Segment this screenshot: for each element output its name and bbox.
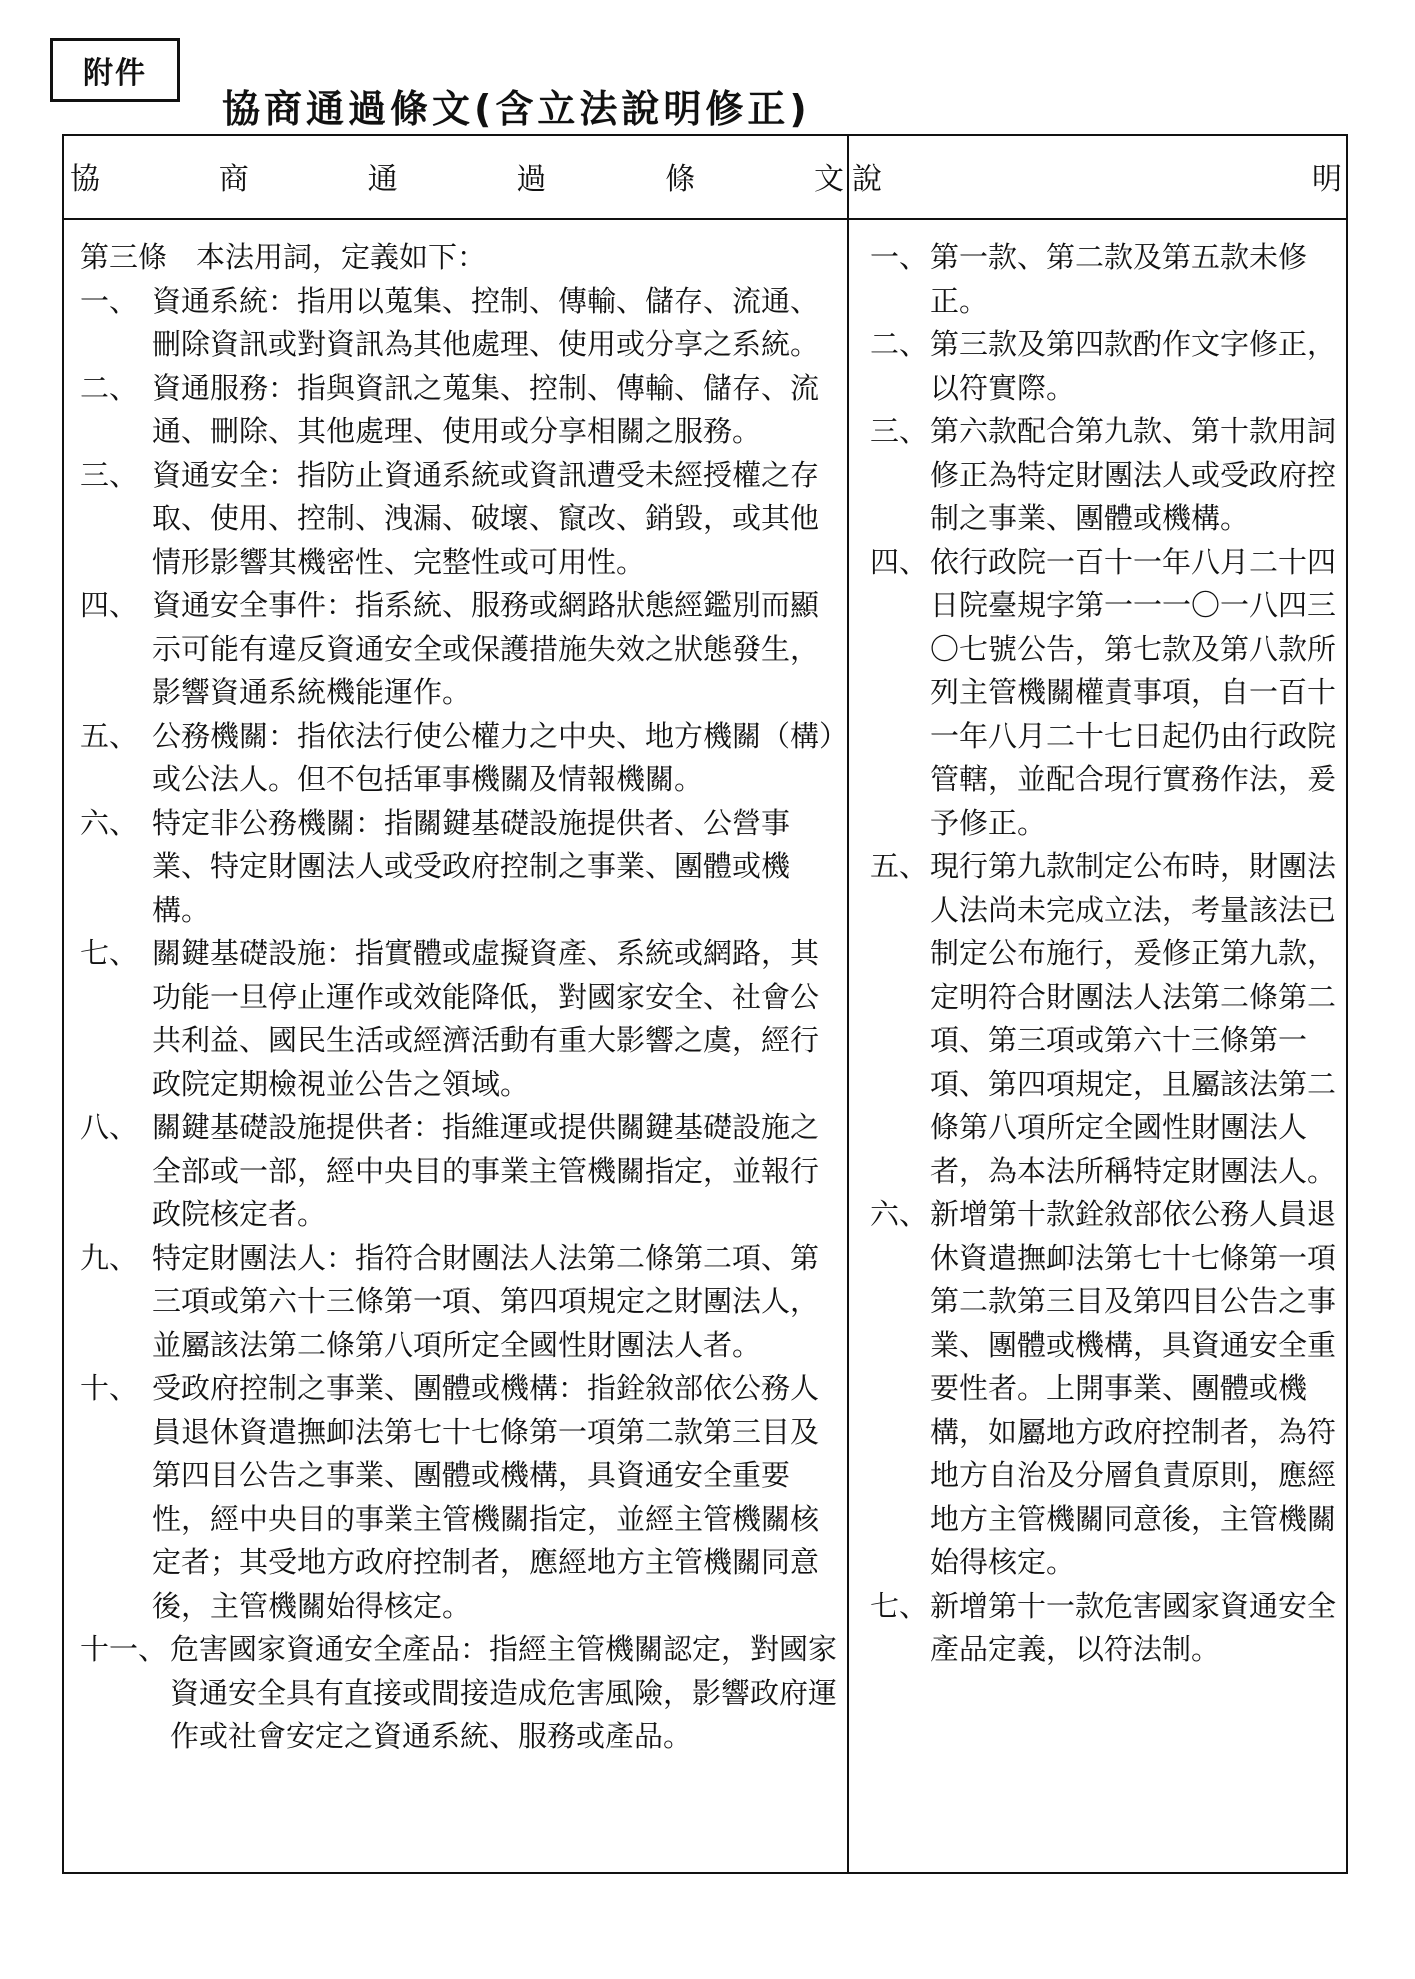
item-text: 資通安全事件：指系統、服務或網路狀態經鑑別而顯示可能有違反資通安全或保護措施失效之狀態發生，影響資通系統機能運作。 — [152, 588, 820, 709]
left-header-char: 過 — [516, 162, 547, 197]
header-divider — [64, 218, 1346, 220]
item-number: 二、 — [80, 370, 139, 405]
explanation-item — [870, 541, 1342, 846]
article-text-column — [80, 236, 840, 1759]
definition-item — [80, 1237, 840, 1368]
right-header-char: 說 — [852, 162, 882, 197]
item-number: 七、 — [870, 1588, 929, 1623]
item-text: 公務機關：指依法行使公權力之中央、地方機關（構）或公法人。但不包括軍事機關及情報機關。 — [152, 718, 834, 796]
definition-item — [80, 715, 840, 802]
item-number: 六、 — [80, 805, 139, 840]
item-number: 四、 — [80, 588, 139, 622]
item-text: 依行政院一百十一年八月二十四日院臺規字第一一一〇一八四三〇七號公告，第七款及第八款所列主管機關權責事項，自一百十一年八月二十七日起仍由行政院管轄，並配合現行實務作法，爰予修正。 — [930, 544, 1337, 840]
definition-item — [80, 1628, 840, 1759]
explanation-item — [870, 845, 1342, 1193]
explanation-item — [870, 1585, 1342, 1672]
item-text: 資通安全：指防止資通系統或資訊遭受未經授權之存取、使用、控制、洩漏、破壞、竄改、銷毀，或其他情形影響其機密性、完整性或可用性。 — [152, 457, 820, 579]
explanation-column — [870, 236, 1342, 1672]
item-text: 特定財團法人：指符合財團法人法第二條第二項、第三項或第六十三條第一項、第四項規定之財團法人，並屬該法第二條第八項所定全國性財團法人者。 — [152, 1240, 820, 1362]
item-text: 危害國家資通安全產品：指經主管機關認定，對國家資通安全具有直接或間接造成危害風險，影響政府運作或社會安定之資通系統、服務或產品。 — [170, 1632, 838, 1753]
item-text: 現行第九款制定公布時，財團法人法尚未完成立法，考量該法已制定公布施行，爰修正第九款，定明符合財團法人法第二條第二項、第三項或第六十三條第一項、第四項規定，且屬該法第二條第八項所定全國性財團法人者，為本法所稱特定財團法人。 — [930, 849, 1337, 1188]
item-number: 五、 — [80, 718, 139, 753]
item-number: 三、 — [870, 414, 929, 448]
item-number: 一、 — [80, 283, 139, 318]
item-number: 五、 — [870, 849, 929, 883]
item-text: 關鍵基礎設施提供者：指維運或提供關鍵基礎設施之全部或一部，經中央目的事業主管機關指定，並報行政院核定者。 — [152, 1110, 820, 1231]
item-number: 六、 — [870, 1197, 929, 1231]
item-number: 九、 — [80, 1240, 139, 1275]
left-column-header — [70, 156, 844, 196]
item-text: 受政府控制之事業、團體或機構：指銓敘部依公務人員退休資遣撫卹法第七十七條第一項第二款第三目及第四目公告之事業、團體或機構，具資通安全重要性，經中央目的事業主管機關指定，並經主管機關核定者；其受地方政府控制者，應經地方主管機關同意後，主管機關始得核定。 — [152, 1371, 820, 1623]
definition-item — [80, 280, 840, 367]
item-text: 資通服務：指與資訊之蒐集、控制、傳輸、儲存、流通、刪除、其他處理、使用或分享相關之服務。 — [152, 370, 820, 448]
definition-item — [80, 802, 840, 933]
item-text: 新增第十一款危害國家資通安全產品定義，以符法制。 — [930, 1588, 1337, 1666]
explanation-item — [870, 323, 1342, 410]
item-text: 特定非公務機關：指關鍵基礎設施提供者、公營事業、特定財團法人或受政府控制之事業、團體或機構。 — [152, 805, 791, 927]
definition-item — [80, 1367, 840, 1628]
item-number: 二、 — [870, 327, 929, 361]
item-text: 關鍵基礎設施：指實體或虛擬資產、系統或網路，其功能一旦停止運作或效能降低，對國家安全、社會公共利益、國民生活或經濟活動有重大影響之虞，經行政院定期檢視並公告之領域。 — [152, 936, 820, 1101]
article-heading: 第三條 本法用詞，定義如下： — [80, 240, 487, 274]
right-header-char: 明 — [1312, 162, 1342, 197]
item-number: 十、 — [80, 1371, 139, 1405]
item-number: 一、 — [870, 240, 929, 274]
column-divider — [847, 136, 849, 1872]
definition-item — [80, 932, 840, 1106]
item-text: 資通系統：指用以蒐集、控制、傳輸、儲存、流通、刪除資訊或對資訊為其他處理、使用或分享之系統。 — [152, 283, 820, 361]
item-number: 七、 — [80, 936, 139, 970]
item-number: 四、 — [870, 544, 929, 579]
comparison-table — [62, 134, 1348, 1874]
item-text: 第一款、第二款及第五款未修正。 — [930, 240, 1308, 318]
definition-item — [80, 1106, 840, 1237]
explanation-item — [870, 410, 1342, 541]
left-header-char: 條 — [665, 162, 696, 197]
left-header-char: 協 — [70, 162, 100, 197]
definition-item — [80, 454, 840, 585]
item-text: 新增第十款銓敘部依公務人員退休資遣撫卹法第七十七條第一項第二款第三目及第四目公告之事業、團體或機構，具資通安全重要性者。上開事業、團體或機構，如屬地方政府控制者，為符地方自治及分層負責原則，應經地方主管機關同意後，主管機關始得核定。 — [930, 1197, 1337, 1579]
item-number: 十一、 — [80, 1632, 168, 1666]
item-number: 八、 — [80, 1110, 139, 1144]
item-number: 三、 — [80, 457, 139, 492]
explanation-item — [870, 1193, 1342, 1585]
definition-item — [80, 367, 840, 454]
right-column-header — [852, 156, 1342, 196]
explanation-item — [870, 236, 1342, 323]
document-title: 協商通過條文(含立法說明修正) — [222, 87, 811, 131]
item-text: 第六款配合第九款、第十款用詞修正為特定財團法人或受政府控制之事業、團體或機構。 — [930, 414, 1337, 535]
definition-item — [80, 584, 840, 715]
attachment-tag: 附件 — [50, 38, 180, 102]
left-header-char: 文 — [813, 162, 844, 197]
item-text: 第三款及第四款酌作文字修正，以符實際。 — [930, 327, 1337, 405]
left-header-char: 商 — [218, 162, 249, 197]
left-header-char: 通 — [367, 162, 398, 197]
